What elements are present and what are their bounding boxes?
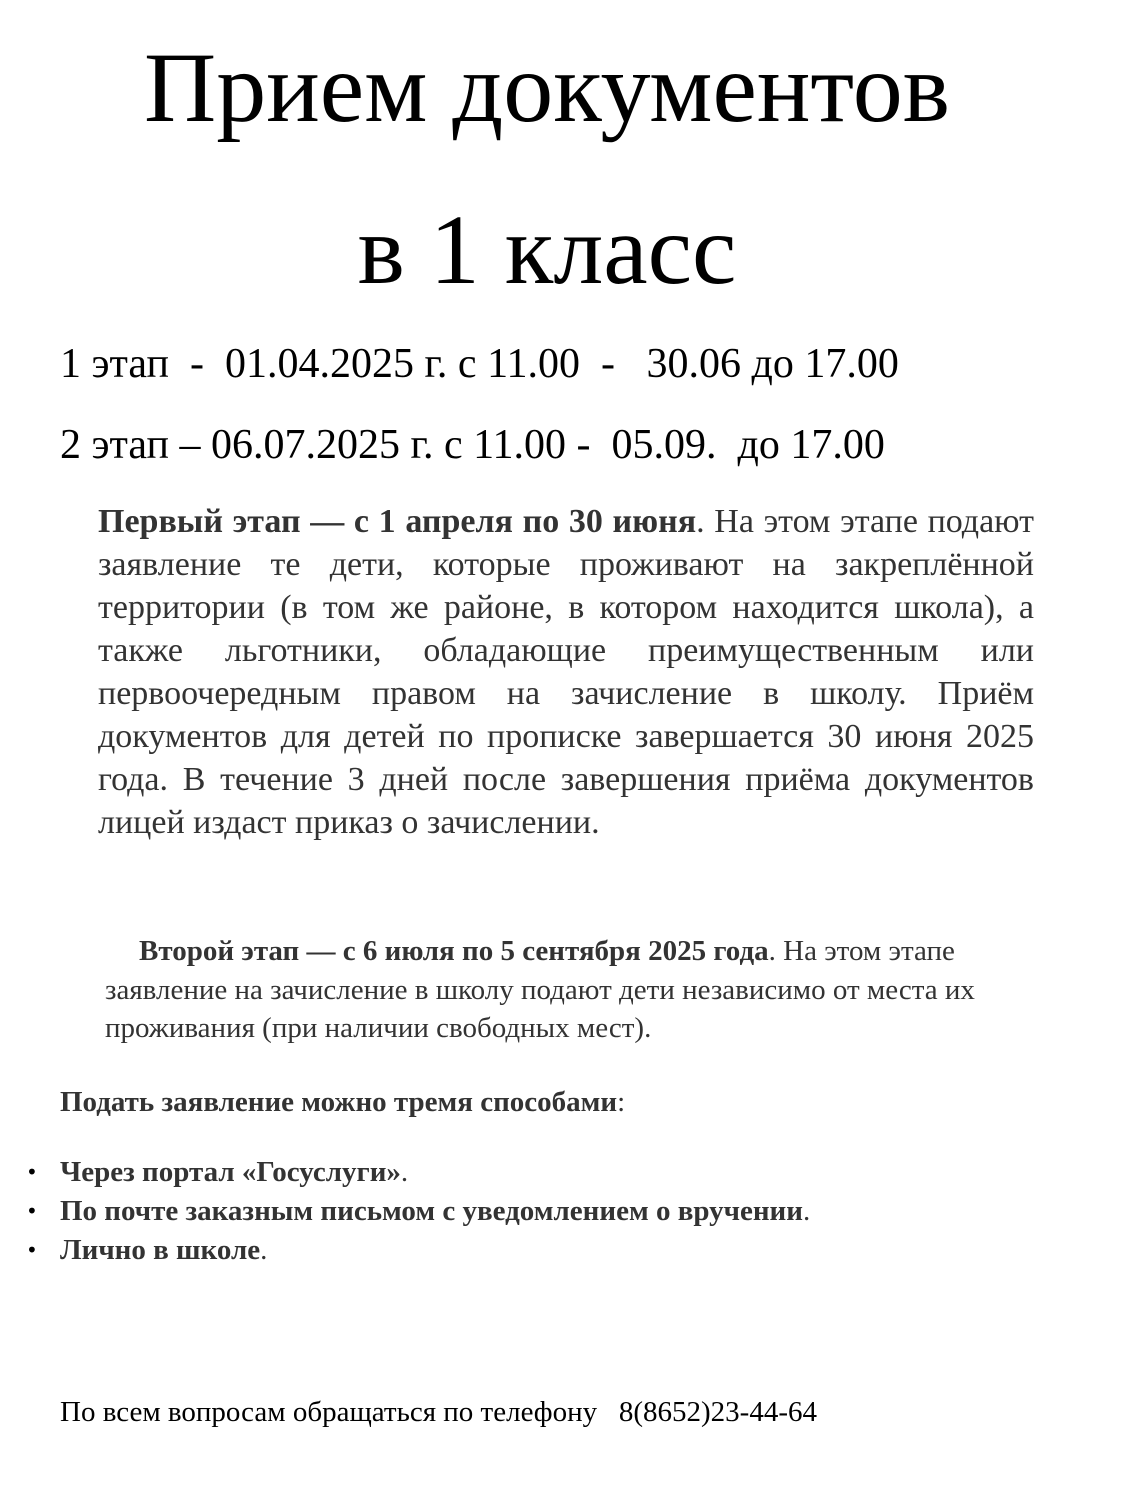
stage-1-schedule: 1 этап - 01.04.2025 г. с 11.00 - 30.06 до 17.00	[60, 341, 899, 387]
first-stage-text: . На этом этапе подают заявление те дети, которые проживают на закреплённой территории (в том же районе, в котором находится школа), а также льготники, обладающие преимущественным или первоочередным правом на зачисление в школу. Приём документов для детей по прописке завершается 30 июня 2025 года. В течение 3 дней после завершения приёма документов лицей издаст приказ о зачислении.	[98, 503, 1034, 841]
bullet-icon: •	[26, 1199, 38, 1223]
method-suffix: .	[260, 1234, 268, 1266]
bullet-icon: •	[26, 1238, 38, 1262]
method-label: По почте заказным письмом с уведомлением о вручении	[60, 1195, 803, 1227]
first-stage-paragraph	[98, 500, 1034, 844]
second-stage-text: . На этом этапе заявление на зачисление в школу подают дети независимо от места их проживания (при наличии свободных мест).	[105, 935, 975, 1044]
list-item	[26, 1153, 810, 1192]
methods-heading-bold: Подать заявление можно тремя способами	[60, 1086, 618, 1118]
contact-phone-line: По всем вопросам обращаться по телефону 8(8652)23-44-64	[60, 1396, 817, 1428]
method-label: Через портал «Госуслуги»	[60, 1156, 401, 1188]
methods-heading	[60, 1088, 625, 1117]
first-stage-heading: Первый этап — с 1 апреля по 30 июня	[98, 503, 697, 540]
second-stage-heading: Второй этап — с 6 июля по 5 сентября 2025 года	[139, 935, 769, 967]
bullet-icon: •	[26, 1160, 38, 1184]
list-item	[26, 1192, 811, 1231]
second-stage-paragraph	[105, 932, 1025, 1048]
list-item	[26, 1231, 810, 1270]
method-suffix: .	[400, 1156, 409, 1188]
methods-list	[26, 1153, 811, 1270]
methods-heading-suffix: :	[617, 1086, 626, 1118]
page-title-line-1: Прием документов	[144, 32, 950, 143]
stage-2-schedule: 2 этап – 06.07.2025 г. с 11.00 - 05.09. до 17.00	[60, 422, 885, 468]
method-suffix: .	[802, 1195, 811, 1227]
method-label: Лично в школе	[60, 1234, 261, 1266]
page-title-line-2: в 1 класс	[357, 194, 737, 305]
